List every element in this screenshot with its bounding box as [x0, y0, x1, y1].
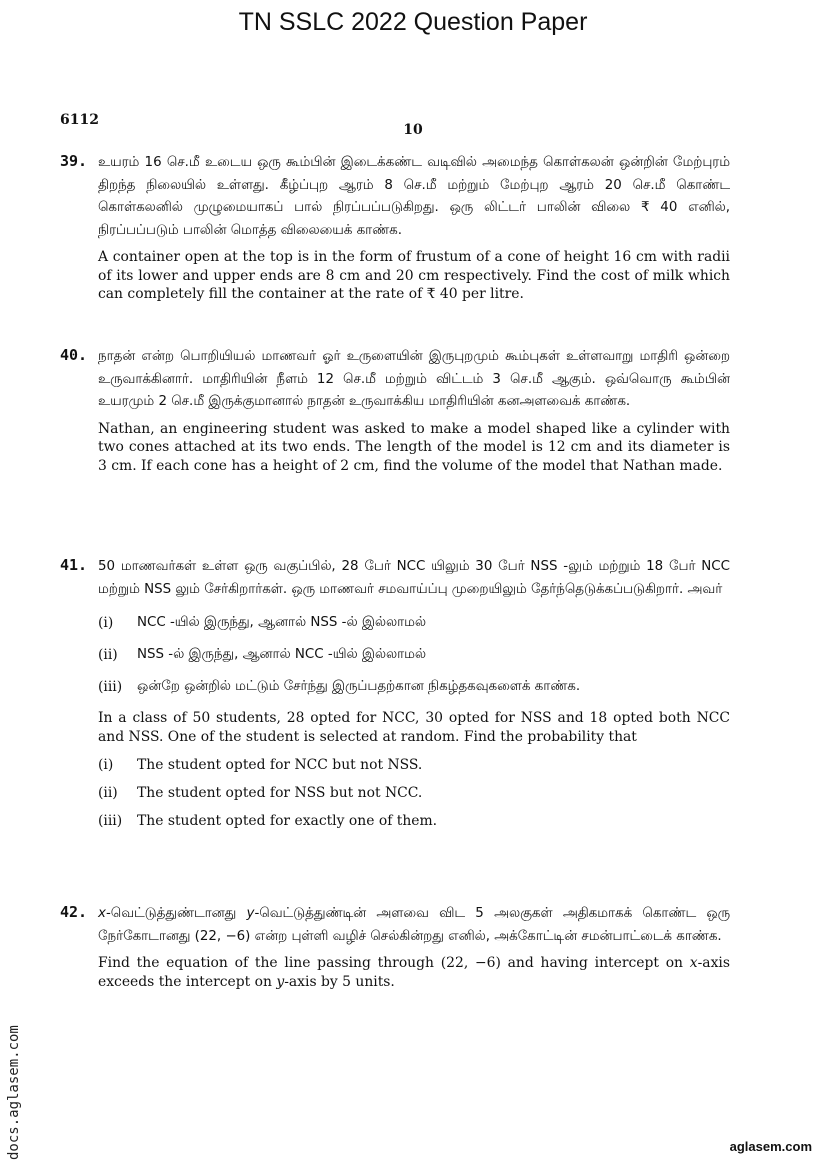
sub-question-text: NCC -யில் இருந்து, ஆனால் NSS -ல் இல்லாமல்: [137, 615, 426, 630]
question-number: 39.: [60, 152, 88, 170]
question-number: 42.: [60, 903, 88, 921]
question-number: 40.: [60, 346, 88, 364]
sub-question-text: The student opted for NSS but not NCC.: [137, 785, 423, 801]
question-text-english: In a class of 50 students, 28 opted for NCC, 30 opted for NSS and 18 opted both NCC and NSS. One of the student is selected at random. Find the probability that: [98, 710, 730, 745]
sub-question-label: (i): [98, 757, 114, 773]
page-title: TN SSLC 2022 Question Paper: [238, 8, 588, 36]
variable-x: x: [689, 955, 698, 971]
variable-x: x: [98, 906, 106, 921]
sub-question-text: The student opted for exactly one of them.: [137, 813, 438, 829]
question-text-english: [98, 954, 730, 991]
sub-question-label: (iii): [98, 813, 123, 829]
sub-question-english: [98, 784, 730, 802]
question-40: [60, 346, 730, 475]
variable-y: y: [246, 906, 255, 921]
sub-question-text: NSS -ல் இருந்து, ஆனால் NCC -யில் இல்லாமல்: [137, 647, 426, 662]
sub-question-english: [98, 812, 730, 830]
sub-question-label: (iii): [98, 679, 123, 695]
watermark: docs.aglasem.com: [6, 1025, 22, 1160]
text-segment: Find the equation of the line passing through (22, −6) and having intercept on: [98, 955, 690, 971]
question-41: [60, 556, 730, 840]
question-text-tamil: நாதன் என்ற பொறியியல் மாணவர் ஓர் உருளையின் இருபுறமும் கூம்புகள் உள்ளவாறு மாதிரி ஒன்றை உருவாக்கினார். மாதிரியின் நீளம் 12 செ.மீ மற்றும் விட்டம் 3 செ.மீ ஆகும். ஒவ்வொரு கூம்பின் உயரமும் 2 செ.மீ இருக்குமானால் நாதன் உருவாக்கிய மாதிரியின் கனஅளவைக் காண்க.: [98, 349, 730, 409]
question-text-tamil: உயரம் 16 செ.மீ உடைய ஒரு கூம்பின் இடைக்கண்ட வடிவில் அமைந்த கொள்கலன் ஒன்றின் மேற்புரம் திறந்த நிலையில் உள்ளது. கீழ்ப்புற ஆரம் 8 செ.மீ மற்றும் மேற்புற ஆரம் 20 செ.மீ கொண்ட கொள்கலனில் முழுமையாகப் பால் நிரப்பப்படுகிறது. ஒரு லிட்டர் பாலின் விலை ₹ 40 எனில், நிரப்பப்படும் பாலின் மொத்த விலையைக் காண்க.: [98, 155, 730, 238]
sub-question-text: ஒன்றே ஒன்றில் மட்டும் சேர்ந்து இருப்பதற்கான நிகழ்தகவுகளைக் காண்க.: [137, 679, 581, 694]
sub-question-tamil: [98, 613, 730, 633]
question-text-tamil: [98, 903, 730, 948]
sub-question-text: The student opted for NCC but not NSS.: [137, 757, 423, 773]
question-text-english: Nathan, an engineering student was asked to make a model shaped like a cylinder with two cones attached at its two ends. The length of the model is 12 cm and its diameter is 3 cm. If each cone has a height of 2 cm, find the volume of the model that Nathan made.: [98, 420, 730, 474]
text-segment: -axis exceeds the intercept on: [98, 955, 730, 990]
question-number: 41.: [60, 556, 88, 574]
text-segment: -வெட்டுத்துண்டின் அளவை விட 5 அலகுகள் அதிகமாகக் கொண்ட ஒரு நேர்கோடானது (22, −6) என்ற புள்ளி வழிச் செல்கின்றது எனில், அக்கோட்டின் சமன்பாட்டைக் காண்க.: [98, 906, 730, 944]
page-number: 10: [403, 122, 423, 138]
question-text-tamil: 50 மாணவர்கள் உள்ள ஒரு வகுப்பில், 28 பேர் NCC யிலும் 30 பேர் NSS -லும் மற்றும் 18 பேர் NCC மற்றும் NSS லும் சேர்கிறார்கள். ஒரு மாணவர் சமவாய்ப்பு முறையிலும் தேர்ந்தெடுக்கப்படுகிறார். அவர்: [98, 559, 730, 597]
question-42: [60, 903, 730, 991]
text-segment: -வெட்டுத்துண்டானது: [105, 906, 247, 921]
sub-question-label: (i): [98, 615, 114, 631]
question-39: [60, 152, 730, 304]
paper-code: 6112: [60, 112, 99, 128]
footer-site-link[interactable]: aglasem.com: [729, 1139, 812, 1154]
sub-question-label: (ii): [98, 647, 118, 663]
sub-question-tamil: [98, 645, 730, 665]
sub-question-tamil: [98, 677, 730, 697]
sub-question-english: [98, 756, 730, 774]
question-text-english: A container open at the top is in the form of frustum of a cone of height 16 cm with radii of its lower and upper ends are 8 cm and 20 cm respectively. Find the cost of milk which can completely fill the container at the rate of ₹ 40 per litre.: [98, 249, 730, 302]
text-segment: -axis by 5 units.: [284, 973, 395, 990]
sub-question-label: (ii): [98, 785, 118, 801]
variable-y: y: [276, 973, 285, 990]
